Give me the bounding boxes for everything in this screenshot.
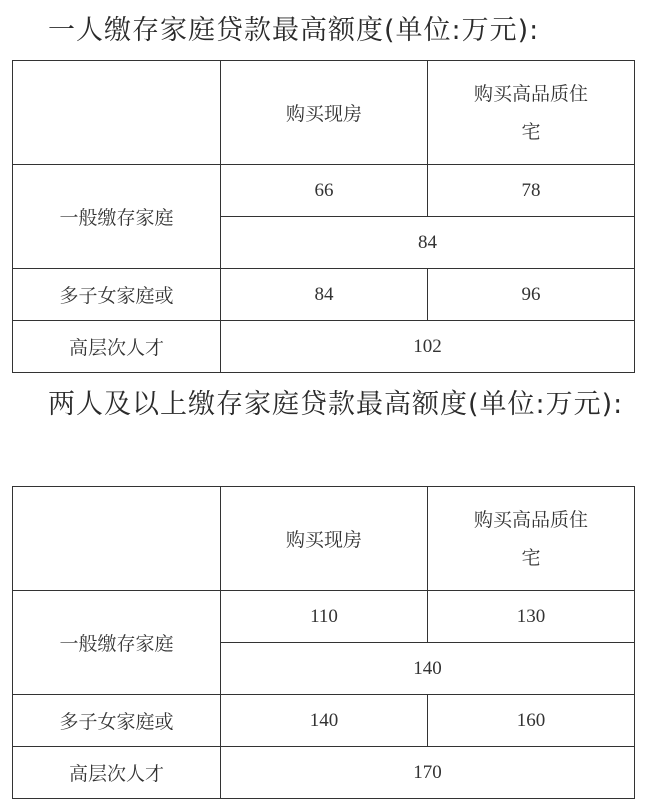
table-row	[13, 591, 635, 643]
value-general-quality-house: 78	[428, 165, 635, 217]
loan-limit-table-single-depositor	[12, 60, 635, 373]
value-multi-child-existing-house: 84	[221, 269, 428, 321]
value-general-existing-house: 110	[221, 591, 428, 643]
header-quality-house-line2: 宅	[521, 546, 541, 569]
value-multi-child-existing-house: 140	[221, 695, 428, 747]
table-row	[13, 165, 635, 217]
value-general-combined: 140	[221, 643, 635, 695]
header-empty-cell	[13, 61, 221, 165]
header-empty-cell	[13, 487, 221, 591]
row-label-multi-child-line1: 多子女家庭或	[13, 695, 221, 747]
section-title-multi-depositor: 两人及以上缴存家庭贷款最高额度(单位:万元):	[48, 389, 624, 420]
section-title-single-depositor: 一人缴存家庭贷款最高额度(单位:万元):	[48, 15, 540, 46]
header-quality-house-line1: 购买高品质住	[473, 82, 588, 105]
header-quality-house-line2: 宅	[521, 120, 541, 143]
value-multi-child-combined: 102	[221, 321, 635, 373]
header-quality-house-line1: 购买高品质住	[473, 508, 588, 531]
row-label-general-family: 一般缴存家庭	[13, 591, 221, 695]
value-general-quality-house: 130	[428, 591, 635, 643]
row-label-multi-child-line1: 多子女家庭或	[13, 269, 221, 321]
table-row	[13, 269, 635, 321]
table-header-row	[13, 61, 635, 165]
header-quality-house	[428, 487, 635, 591]
table-header-row	[13, 487, 635, 591]
header-existing-house: 购买现房	[221, 487, 428, 591]
loan-limit-table-multi-depositor	[12, 486, 635, 799]
table-row	[13, 695, 635, 747]
row-label-general-family: 一般缴存家庭	[13, 165, 221, 269]
table-row	[13, 321, 635, 373]
row-label-multi-child-line2: 高层次人才	[13, 747, 221, 799]
row-label-multi-child-line2: 高层次人才	[13, 321, 221, 373]
header-quality-house	[428, 61, 635, 165]
value-multi-child-combined: 170	[221, 747, 635, 799]
value-multi-child-quality-house: 160	[428, 695, 635, 747]
value-general-combined: 84	[221, 217, 635, 269]
header-existing-house: 购买现房	[221, 61, 428, 165]
value-multi-child-quality-house: 96	[428, 269, 635, 321]
value-general-existing-house: 66	[221, 165, 428, 217]
table-row	[13, 747, 635, 799]
